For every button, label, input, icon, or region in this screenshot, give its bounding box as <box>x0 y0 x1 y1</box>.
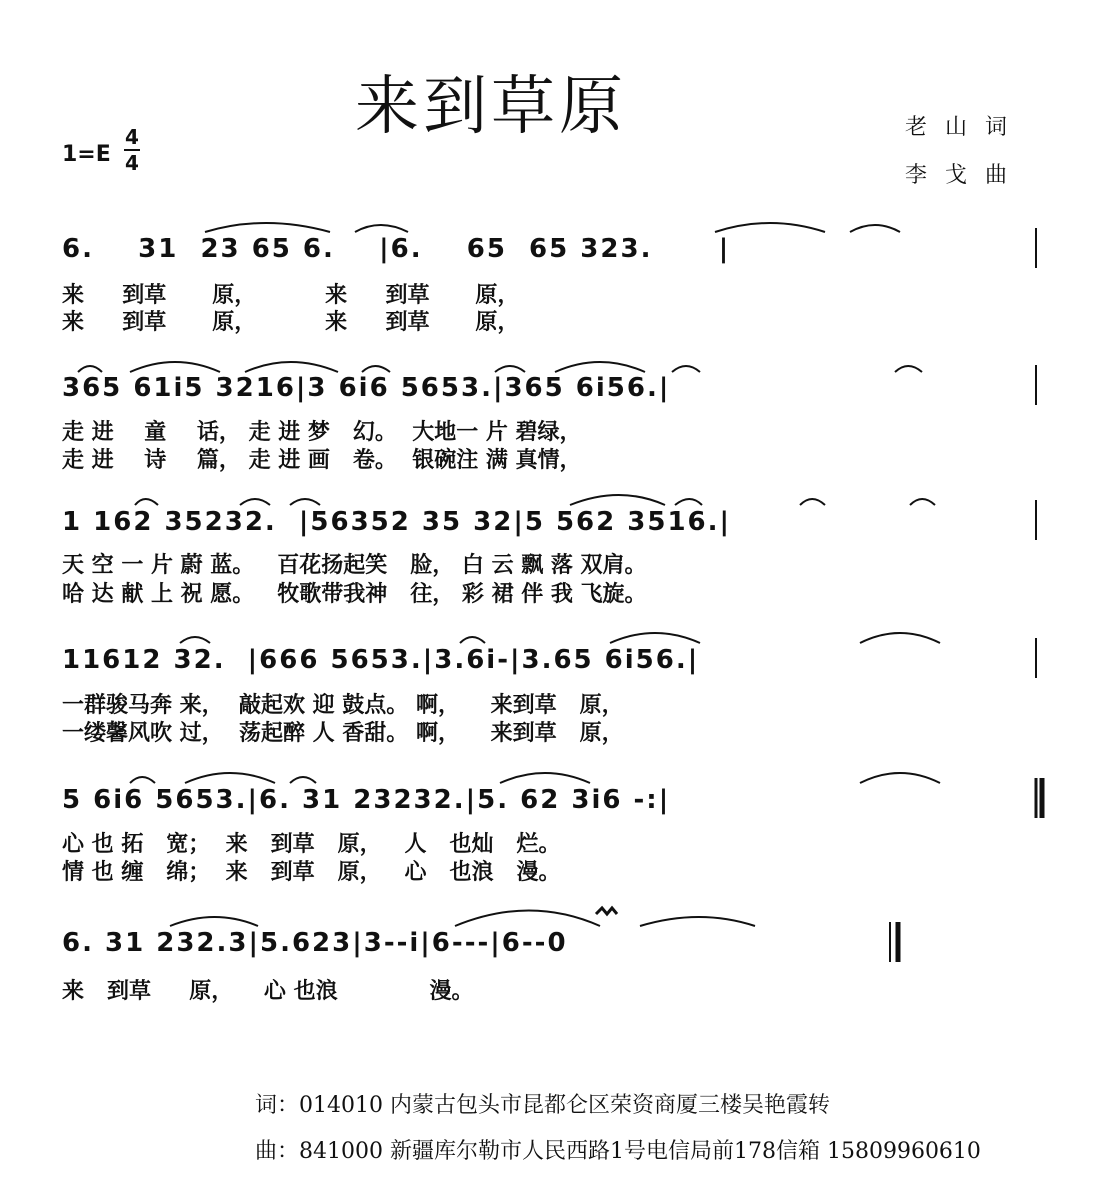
lyrics-row-3-verse-2: 哈 达 献 上 祝 愿。 牧歌带我神 往， 彩 裙 伴 我 飞旋。 <box>62 581 647 607</box>
lyrics-row-5-verse-1: 心 也 拓 宽； 来 到草 原， 人 也灿 烂。 <box>62 831 561 857</box>
time-signature-numerator: 4 <box>125 125 139 149</box>
lyrics-row-4-verse-2: 一缕馨风吹 过， 荡起醉 人 香甜。 啊， 来到草 原， <box>62 720 624 746</box>
notation-row-5: 5 6i6 5653.|6. 31 23232.|5. 62 3i6 -:| <box>62 785 671 815</box>
lyrics-row-1-verse-1: 来 到草 原， 来 到草 原， <box>62 282 520 308</box>
time-signature-denominator: 4 <box>125 151 139 175</box>
notation-row-1: 6. 31 23 65 6. |6. 65 65 323. | <box>62 234 731 264</box>
composer-credit: 李戈曲 <box>905 163 1026 188</box>
lyrics-row-2-verse-2: 走 进 诗 篇， 走 进 画 卷。 银碗注 满 真情， <box>62 447 582 473</box>
notation-row-6: 6. 31 232.3|5.623|3--i|6---|6--0 <box>62 928 568 958</box>
notation-row-3: 1 162 35232. |56352 35 32|5 562 3516.| <box>62 507 732 537</box>
footer-lyricist-address: 词：014010 内蒙古包头市昆都仑区荣资商厦三楼吴艳霞转 <box>255 1093 830 1118</box>
lyrics-row-2-verse-1: 走 进 童 话， 走 进 梦 幻。 大地一 片 碧绿， <box>62 419 582 445</box>
lyrics-row-5-verse-2: 情 也 缠 绵； 来 到草 原， 心 也浪 漫。 <box>62 859 561 885</box>
notation-row-2: 365 61i5 3216|3 6i6 5653.|365 6i56.| <box>62 373 671 403</box>
lyrics-row-6-verse-1: 来 到草 原， 心 也浪 漫。 <box>62 978 474 1004</box>
song-title: 来到草原 <box>355 70 627 144</box>
key-signature: 1=E <box>62 142 111 167</box>
lyrics-row-1-verse-2: 来 到草 原， 来 到草 原， <box>62 309 520 335</box>
lyricist-credit: 老山词 <box>905 115 1026 140</box>
lyrics-row-3-verse-1: 天 空 一 片 蔚 蓝。 百花扬起笑 脸， 白 云 飘 落 双肩。 <box>62 552 647 578</box>
notation-row-4: 11612 32. |666 5653.|3.6i-|3.65 6i56.| <box>62 645 700 675</box>
footer-composer-address: 曲：841000 新疆库尔勒市人民西路1号电信局前178信箱 15809960610 <box>255 1139 981 1164</box>
lyrics-row-4-verse-1: 一群骏马奔 来， 敲起欢 迎 鼓点。 啊， 来到草 原， <box>62 692 624 718</box>
